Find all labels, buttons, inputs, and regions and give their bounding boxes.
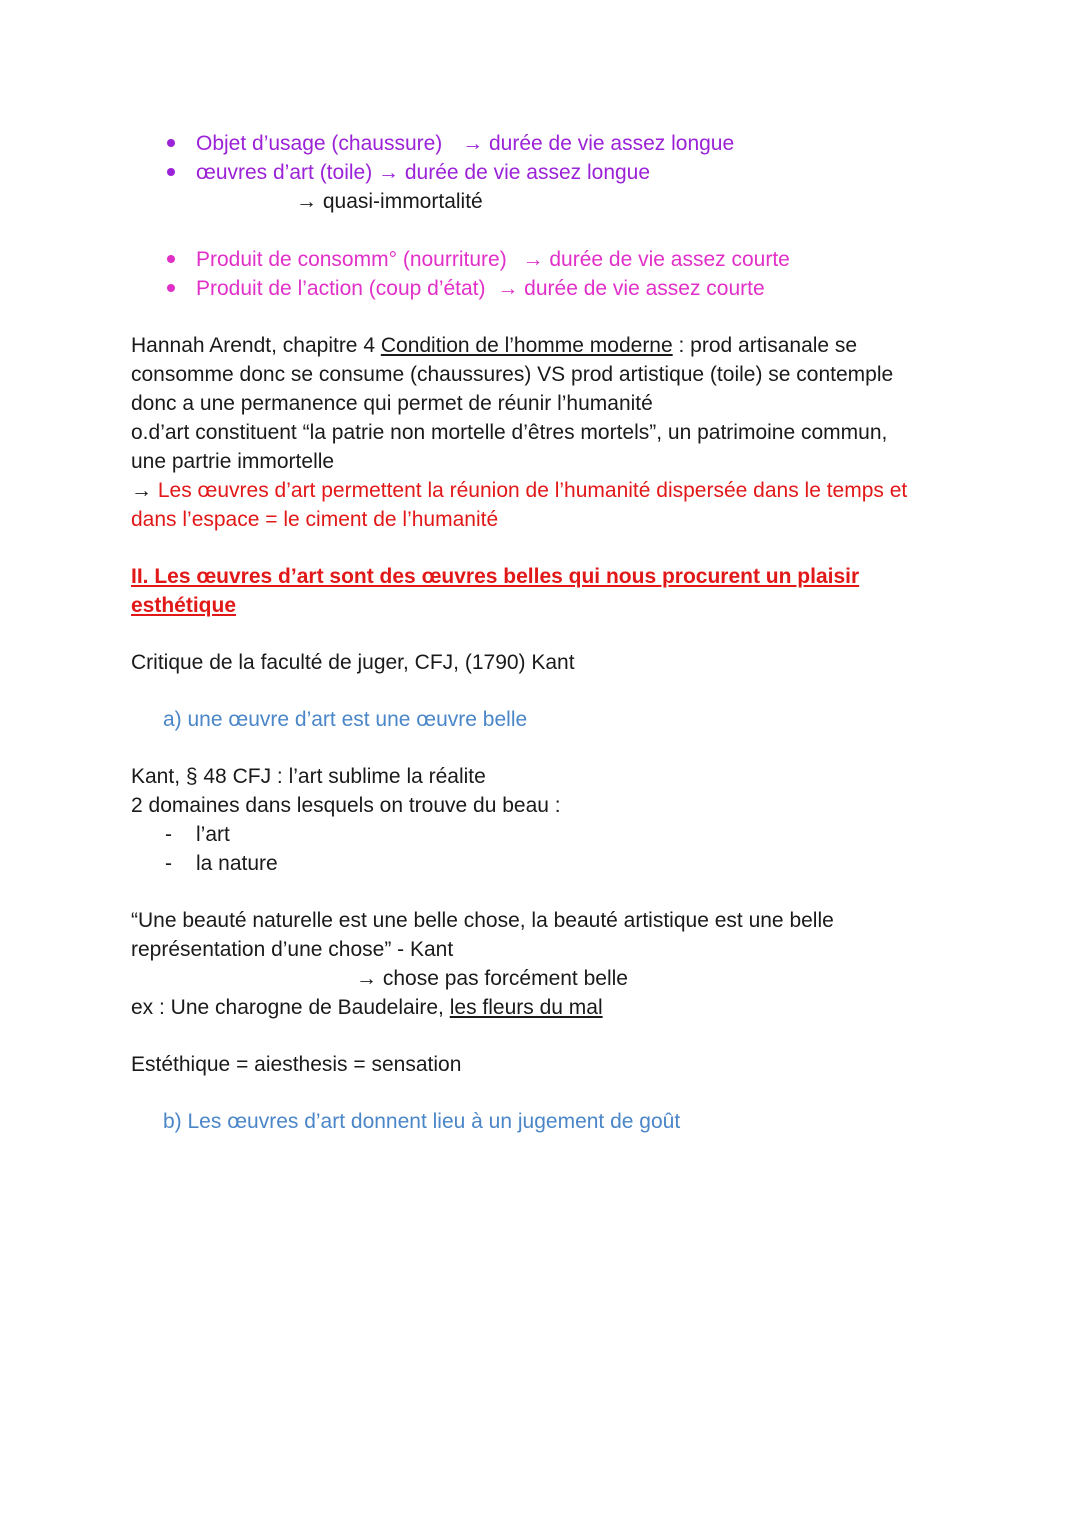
subheading-b: b) Les œuvres d’art donnent lieu à un jugement de goût — [163, 1110, 681, 1133]
bullet-icon — [167, 168, 175, 176]
list1-item2: œuvres d’art (toile) → durée de vie assez longue — [196, 161, 651, 184]
list2-item1 — [196, 245, 790, 274]
dash-item-nature: la nature — [196, 852, 278, 875]
list2-item2 — [196, 274, 765, 303]
arendt-intro-end: : prod artisanale se — [672, 334, 858, 357]
quote-arrow: → chose pas forcément belle — [356, 967, 628, 990]
arendt-line-5: une partrie immortelle — [131, 450, 335, 473]
quote-line-2: représentation d’une chose” - Kant — [131, 938, 454, 961]
arendt-line-7: dans l’espace = le ciment de l’humanité — [131, 508, 499, 531]
dash-bullet: - — [165, 852, 172, 875]
arrow-glyph: → — [131, 479, 158, 502]
example-intro: ex : Une charogne de Baudelaire, — [131, 996, 450, 1019]
arendt-intro: Hannah Arendt, chapitre 4 — [131, 334, 381, 357]
list2-item2-arrow: → durée de vie assez courte — [497, 277, 765, 300]
kant-line-2: 2 domaines dans lesquels on trouve du beau : — [131, 794, 561, 817]
list2-item2-text: Produit de l’action (coup d’état) — [196, 277, 486, 300]
bullet-icon — [167, 255, 175, 263]
quote-line-1: “Une beauté naturelle est une belle chose, la beauté artistique est une belle — [131, 909, 834, 932]
list1-item1 — [196, 129, 734, 158]
section-heading-line-1: II. Les œuvres d’art sont des œuvres belles qui nous procurent un plaisir — [131, 565, 860, 588]
bullet-icon — [167, 139, 175, 147]
section-heading-line-2: esthétique — [131, 594, 237, 617]
example-title: les fleurs du mal — [449, 996, 603, 1019]
kant-reference: Critique de la faculté de juger, CFJ, (1790) Kant — [131, 651, 575, 674]
bullet-icon — [167, 284, 175, 292]
dash-bullet: - — [165, 823, 172, 846]
list1-item1-text: Objet d’usage (chaussure) — [196, 132, 443, 155]
list1-item1-arrow: → durée de vie assez longue — [462, 132, 735, 155]
arendt-conclusion: Les œuvres d’art permettent la réunion de l’humanité dispersée dans le temps et — [157, 479, 908, 502]
dash-item-art: l’art — [196, 823, 230, 846]
book-title: Condition de l’homme moderne — [380, 334, 673, 357]
subheading-a: a) une œuvre d’art est une œuvre belle — [163, 708, 528, 731]
arendt-line-4: o.d’art constituent “la patrie non mortelle d’êtres mortels”, un patrimoine commun, — [131, 421, 888, 444]
esthetique-definition: Estéthique = aiesthesis = sensation — [131, 1053, 462, 1076]
arendt-line-6 — [131, 476, 907, 505]
list2-item1-arrow: → durée de vie assez courte — [522, 248, 790, 271]
list2-item1-text: Produit de consomm° (nourriture) — [196, 248, 507, 271]
list1-sub: → quasi-immortalité — [296, 190, 483, 213]
arendt-line-2: consomme donc se consume (chaussures) VS prod artistique (toile) se contemple — [131, 363, 894, 386]
arendt-line-1 — [131, 331, 857, 360]
example-line — [131, 993, 603, 1022]
arendt-line-3: donc a une permanence qui permet de réunir l’humanité — [131, 392, 653, 415]
kant-line-1: Kant, § 48 CFJ : l’art sublime la réalite — [131, 765, 486, 788]
